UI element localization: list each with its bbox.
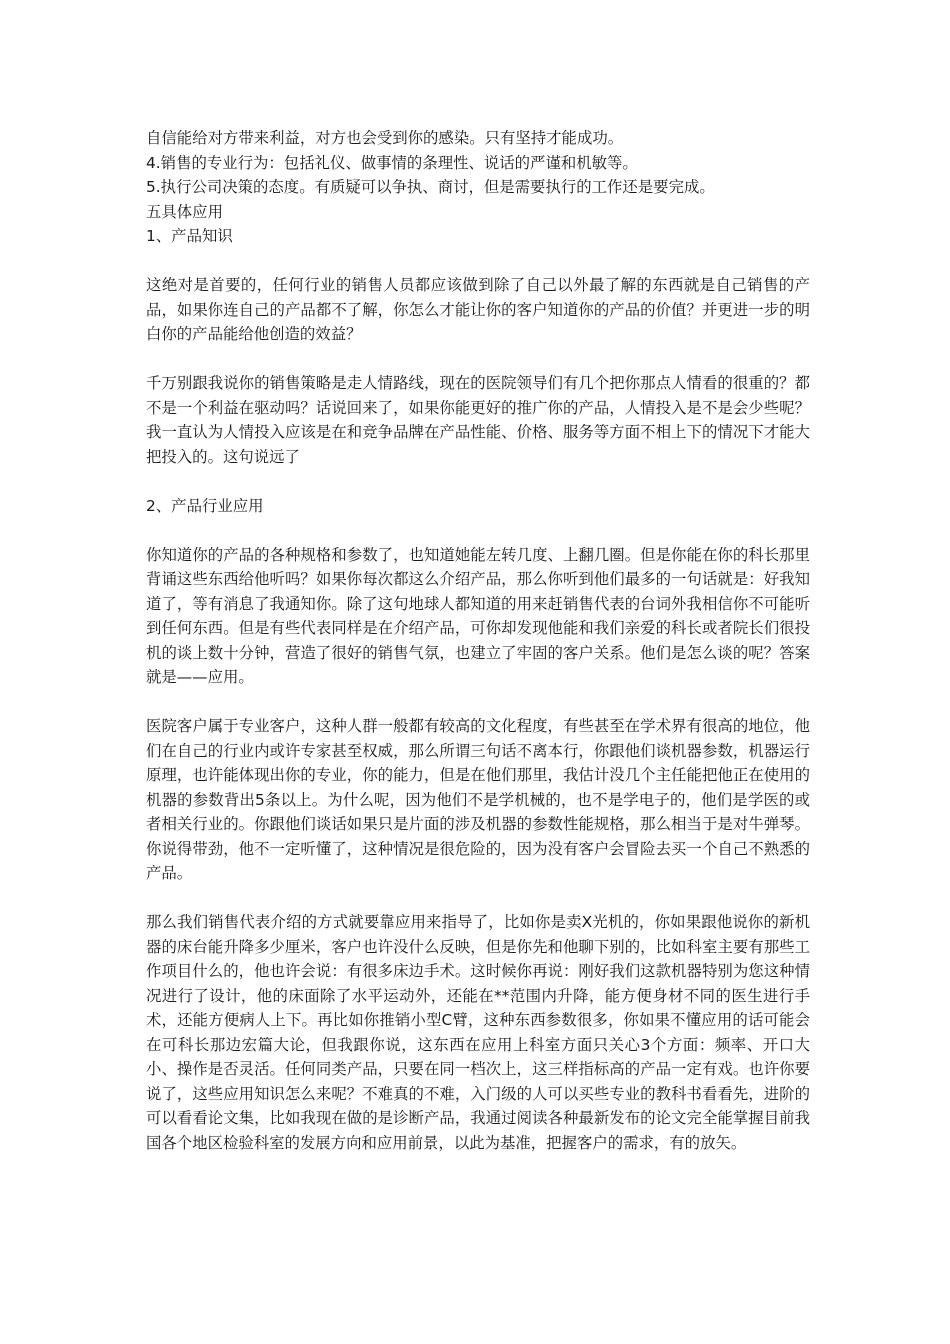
paragraph-gap — [146, 518, 810, 543]
list-item: 自信能给对方带来利益，对方也会受到你的感染。只有坚持才能成功。 — [146, 129, 624, 147]
paragraph: 你知道你的产品的各种规格和参数了，也知道她能左转几度、上翻几圈。但是你能在你的科长那里背诵这些东西给他听吗？如果你每次都这么介绍产品，那么你听到他们最多的一句话就是：好我知道了，等有消息了我通知你。除了这句地球人都知道的用来赶销售代表的台词外我相信你不可能听到任何东西。但是有些代表同样是在介绍产品，可你却发现他能和我们亲爱的科长或者院长们很投机的谈上数十分钟，营造了很好的销售气氛，也建立了牢固的客户关系。他们是怎么谈的呢？答案就是——应用。 — [146, 545, 810, 686]
paragraph: 医院客户属于专业客户，这种人群一般都有较高的文化程度，有些甚至在学术界有很高的地位，他们在自己的行业内或许专家甚至权威，那么所谓三句话不离本行，你跟他们谈机器参数，机器运行原理，也许能体现出你的专业，你的能力，但是在他们那里，我估计没几个主任能把他正在使用的机器的参数背出5条以上。为什么呢，因为他们不是学机械的，也不是学电子的，他们是学医的或者相关行业的。你跟他们谈话如果只是片面的涉及机器的参数性能规格，那么相当于是对牛弹琴。你说得带劲，他不一定听懂了，这种情况是很危险的，因为没有客户会冒险去买一个自己不熟悉的产品。 — [146, 717, 810, 882]
paragraph-gap — [146, 347, 810, 372]
paragraph: 这绝对是首要的，任何行业的销售人员都应该做到除了自己以外最了解的东西就是自己销售的产品，如果你连自己的产品都不了解，你怎么才能让你的客户知道你的产品的价值？并更进一步的明白你的产品能给他创造的效益？ — [146, 276, 810, 343]
subsection-heading-industry-application: 2、产品行业应用 — [146, 496, 264, 515]
document-body — [146, 126, 810, 1155]
paragraph-gap — [146, 690, 810, 715]
list-item: 5.执行公司决策的态度。有质疑可以争执、商讨，但是需要执行的工作还是要完成。 — [146, 178, 715, 196]
paragraph-gap — [146, 249, 810, 274]
list-item: 4.销售的专业行为：包括礼仪、做事情的条理性、说话的严谨和机敏等。 — [146, 153, 638, 172]
section-heading: 五具体应用 — [146, 202, 223, 221]
paragraph-gap — [146, 469, 810, 494]
paragraph: 那么我们销售代表介绍的方式就要靠应用来指导了，比如你是卖X光机的，你如果跟他说你的新机器的床台能升降多少厘米，客户也许没什么反映，但是你先和他聊下别的，比如科室主要有那些工作项目什么的，他也许会说：有很多床边手术。这时候你再说：刚好我们这款机器特别为您这种情况进行了设计，他的床面除了水平运动外，还能在**范围内升降，能方便身材不同的医生进行手术，还能方便病人上下。再比如你推销小型C臂，这种东西参数很多，你如果不懂应用的话可能会在可科长那边宏篇大论，但我跟你说，这东西在应用上科室方面只关心3个方面：频率、开口大小、操作是否灵活。任何同类产品，只要在同一档次上，这三样指标高的产品一定有戏。也许你要说了，这些应用知识怎么来呢？不难真的不难，入门级的人可以买些专业的教科书看看先，进阶的可以看看论文集，比如我现在做的是诊断产品，我通过阅读各种最新发布的论文完全能掌握目前我国各个地区检验科室的发展方向和应用前景，以此为基准，把握客户的需求，有的放矢。 — [146, 913, 810, 1152]
subsection-heading-product-knowledge: 1、产品知识 — [146, 227, 233, 245]
paragraph-gap — [146, 886, 810, 911]
paragraph: 千万别跟我说你的销售策略是走人情路线，现在的医院领导们有几个把你那点人情看的很重的？都不是一个利益在驱动吗？话说回来了，如果你能更好的推广你的产品，人情投入是不是会少些呢？我一直认为人情投入应该是在和竞争品牌在产品性能、价格、服务等方面不相上下的情况下才能大把投入的。这句说远了 — [146, 374, 810, 466]
